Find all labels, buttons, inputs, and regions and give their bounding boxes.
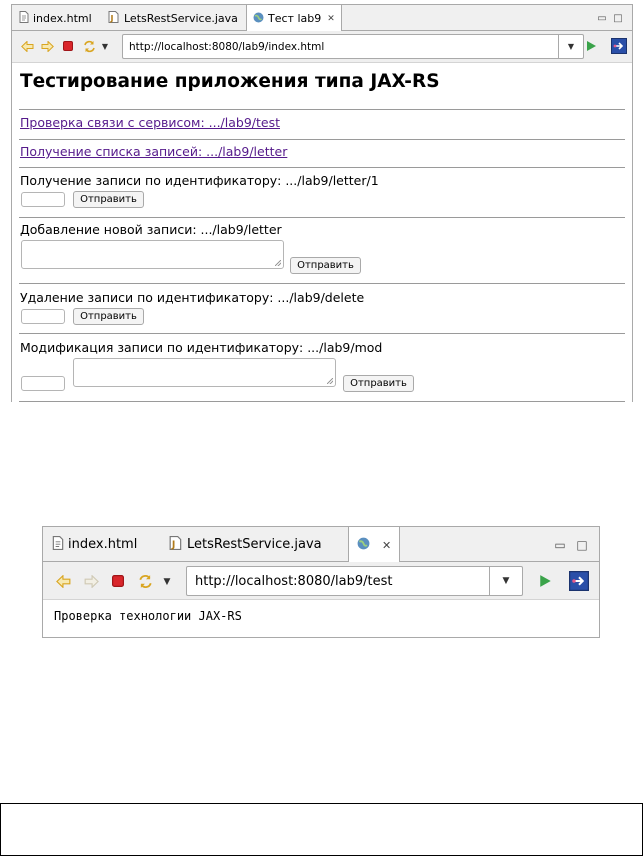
add-record-label: Добавление новой записи: .../lab9/letter (20, 222, 282, 237)
stop-icon[interactable] (62, 40, 74, 52)
delete-submit-button[interactable]: Отправить (73, 308, 144, 325)
add-submit-button[interactable]: Отправить (290, 257, 361, 274)
forward-arrow-icon[interactable] (40, 39, 54, 53)
url-text: http://localhost:8080/lab9/test (195, 573, 393, 589)
close-icon[interactable]: ✕ (382, 538, 392, 552)
get-submit-button[interactable]: Отправить (73, 191, 144, 208)
tab-test-lab9[interactable] (246, 5, 342, 32)
editor-tab-bar (43, 527, 599, 562)
browser-toolbar (12, 31, 632, 63)
globe-icon (357, 537, 370, 554)
get-id-input[interactable] (21, 192, 65, 207)
maximize-icon[interactable]: □ (576, 537, 588, 552)
divider (19, 401, 625, 402)
editor-tab-bar (12, 5, 632, 31)
svg-text:J: J (171, 539, 176, 550)
chevron-down-icon: ▼ (502, 576, 510, 586)
divider (19, 109, 625, 110)
chevron-down-icon[interactable]: ▼ (163, 577, 171, 587)
tab-label: index.html (68, 537, 138, 552)
chevron-down-icon[interactable]: ▼ (101, 41, 109, 51)
java-file-icon (108, 11, 120, 26)
url-bar[interactable] (186, 566, 523, 596)
maximize-icon[interactable]: □ (613, 12, 623, 24)
link-test-service[interactable]: Проверка связи с сервисом: .../lab9/test (20, 115, 280, 130)
tab-label: LetsRestService.java (187, 537, 322, 552)
page-content (12, 63, 632, 402)
svg-text:J: J (110, 13, 114, 23)
divider (19, 217, 625, 218)
add-record-textarea[interactable] (21, 240, 284, 269)
html-file-icon (52, 536, 64, 554)
empty-frame (0, 803, 643, 856)
url-history-dropdown[interactable] (489, 567, 522, 595)
window-buttons (549, 527, 593, 562)
chevron-down-icon: ▼ (567, 42, 575, 51)
tab-lets-rest-service[interactable] (165, 527, 326, 562)
back-arrow-icon[interactable] (55, 573, 71, 589)
tab-label: LetsRestService.java (124, 11, 238, 25)
globe-icon (253, 12, 264, 26)
modify-submit-button[interactable]: Отправить (343, 375, 414, 392)
minimize-icon[interactable]: ▭ (554, 537, 566, 552)
tab-index-html[interactable] (48, 527, 141, 562)
go-icon[interactable] (584, 39, 598, 53)
delete-record-label: Удаление записи по идентификатору: .../lab9/delete (20, 290, 365, 305)
java-file-icon (169, 536, 183, 554)
get-record-label: Получение записи по идентификатору: .../lab9/letter/1 (20, 173, 379, 188)
url-text: http://localhost:8080/lab9/index.html (129, 40, 325, 53)
minimize-icon[interactable]: ▭ (597, 12, 607, 24)
go-icon[interactable] (537, 573, 553, 589)
browser-toolbar (43, 562, 599, 600)
divider (19, 283, 625, 284)
url-bar[interactable] (122, 34, 584, 59)
divider (19, 139, 625, 140)
divider (19, 167, 625, 168)
refresh-icon[interactable] (137, 573, 153, 589)
browser-window-index (11, 4, 633, 402)
divider (19, 333, 625, 334)
eclipse-browser-icon[interactable] (610, 37, 628, 55)
forward-arrow-icon[interactable] (83, 573, 99, 589)
modify-record-textarea[interactable] (73, 358, 336, 387)
back-arrow-icon[interactable] (20, 39, 34, 53)
browser-window-test (42, 526, 600, 638)
tab-index-html[interactable] (15, 5, 96, 31)
close-icon[interactable]: ✕ (327, 13, 335, 24)
eclipse-browser-icon[interactable] (568, 570, 590, 592)
tab-lets-rest-service[interactable] (104, 5, 242, 31)
page-title: Тестирование приложения типа JAX-RS (20, 71, 440, 92)
tab-test[interactable] (348, 527, 400, 563)
html-file-icon (19, 11, 29, 26)
link-letter-list[interactable]: Получение списка записей: .../lab9/letter (20, 144, 288, 159)
response-text: Проверка технологии JAX-RS (54, 609, 242, 623)
tab-label: Тест lab9 (268, 12, 322, 25)
window-buttons (594, 5, 626, 31)
page-content (43, 600, 599, 637)
stop-icon[interactable] (111, 574, 125, 588)
tab-label: index.html (33, 11, 92, 25)
url-history-dropdown[interactable] (558, 35, 583, 58)
modify-id-input[interactable] (21, 376, 65, 391)
modify-record-label: Модификация записи по идентификатору: .../lab9/mod (20, 340, 383, 355)
delete-id-input[interactable] (21, 309, 65, 324)
refresh-icon[interactable] (82, 39, 96, 53)
